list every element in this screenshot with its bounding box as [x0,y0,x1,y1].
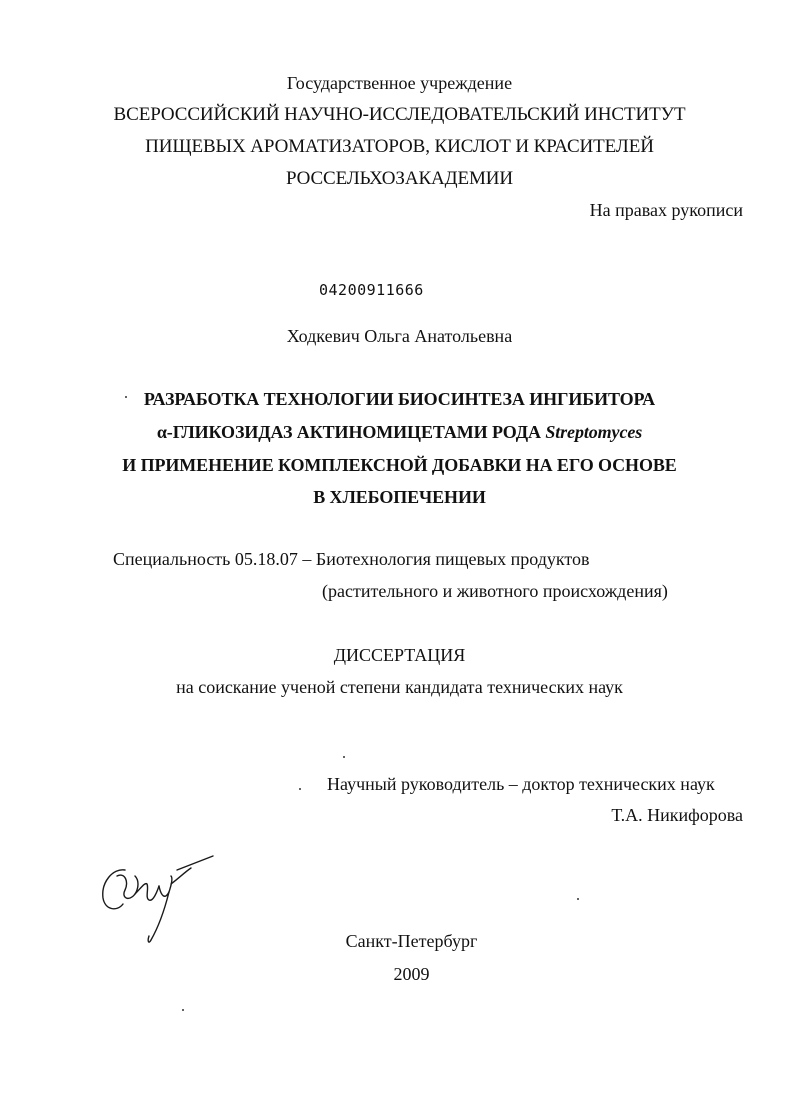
degree-statement: на соискание ученой степени кандидата технических наук [176,677,623,697]
title-line-4: В ХЛЕБОПЕЧЕНИИ [313,487,486,507]
scan-speck [299,788,301,790]
specialty-line-2: (растительного и животного происхождения) [322,581,668,601]
city: Санкт-Петербург [345,931,478,951]
specialty-line-1: Специальность 05.18.07 – Биотехнология пищевых продуктов [113,549,590,569]
title-line-1: РАЗРАБОТКА ТЕХНОЛОГИИ БИОСИНТЕЗА ИНГИБИТОРА [143,389,656,409]
genus-name: Streptomyces [545,422,643,442]
institute-name-line-2: ПИЩЕВЫХ АРОМАТИЗАТОРОВ, КИСЛОТ И КРАСИТЕЛЕЙ [145,136,654,157]
title-line-2-text: α-ГЛИКОЗИДАЗ АКТИНОМИЦЕТАМИ РОДА [156,422,541,442]
institute-name-line-3: РОССЕЛЬХОЗАКАДЕМИИ [285,168,514,189]
registration-number: 04200911666 [319,281,424,299]
year: 2009 [393,964,430,984]
scan-speck [343,756,345,758]
institution-type: Государственное учреждение [286,73,513,93]
supervisor-role: Научный руководитель – доктор технических наук [327,774,715,794]
title-line-3: И ПРИМЕНЕНИЕ КОМПЛЕКСНОЙ ДОБАВКИ НА ЕГО ОСНОВЕ [122,455,677,475]
author-name: Ходкевич Ольга Анатольевна [286,326,513,346]
document-type: ДИССЕРТАЦИЯ [333,645,466,665]
supervisor-name: Т.А. Никифорова [611,805,743,825]
institute-name-line-1: ВСЕРОССИЙСКИЙ НАУЧНО-ИССЛЕДОВАТЕЛЬСКИЙ ИНСТИТУТ [113,104,686,125]
handwritten-signature [95,848,225,948]
title-line-2 [0,423,799,441]
scan-speck [577,898,579,900]
scan-speck [125,396,127,398]
manuscript-rights-note: На правах рукописи [589,200,743,220]
scan-speck [182,1009,184,1011]
